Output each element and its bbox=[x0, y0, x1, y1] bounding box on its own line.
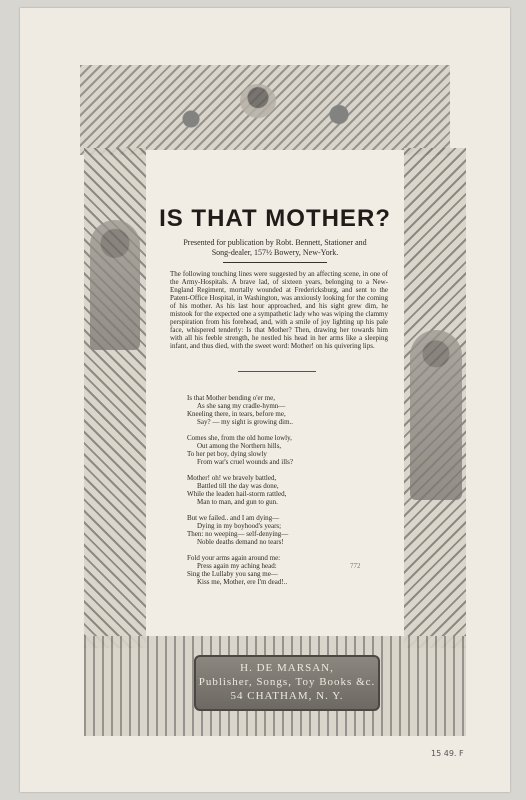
poem bbox=[187, 394, 377, 594]
title-divider bbox=[223, 262, 327, 263]
poem-line: Battled till the day was done, bbox=[197, 482, 279, 490]
intro-divider bbox=[238, 371, 316, 372]
poem-line: From war's cruel wounds and ills? bbox=[197, 458, 293, 466]
female-figure-illustration bbox=[90, 220, 140, 350]
poem-line: Man to man, and gun to gun. bbox=[197, 498, 278, 506]
handwritten-margin-note: 772 bbox=[350, 562, 361, 570]
stanza bbox=[187, 554, 377, 586]
poem-line: While the leaden hail-storm rattled, bbox=[187, 490, 287, 498]
song-title: IS THAT MOTHER? bbox=[159, 205, 391, 232]
stanza bbox=[187, 394, 377, 426]
poem-line: But we failed.. and I am dying— bbox=[187, 514, 280, 522]
publication-credit bbox=[170, 238, 380, 258]
poem-line: To her pet boy, dying slowly bbox=[187, 450, 267, 458]
poem-line: Then: no weeping— self-denying— bbox=[187, 530, 289, 538]
intro-paragraph: The following touching lines were suggested by an affecting scene, in one of the Army-Hospitals. A brave lad, of sixteen years, belonging to a New-England Regiment, mortally wounded at Fredericksburg, and sent to the Patent-Office Hospital, in Washington, was anxiously looking for the coming of his mother. As his last hour approached, and his sight grew dim, he mistook for the expected one a sympathetic lady who was wiping the clammy perspiration from his forehead, and, with a smile of joy lighting up his pale face, whispered tenderly: Is that Mother? Then, drawing her towards him with all his feeble strength, he nestled his head in her arms like a sleeping infant, and thus died, with the sweet word: Mother! on his quivering lips. bbox=[170, 270, 388, 350]
poem-line: Fold your arms again around me: bbox=[187, 554, 281, 562]
poem-line: Out among the Northern hills, bbox=[197, 442, 282, 450]
poem-line: Kneeling there, in tears, before me, bbox=[187, 410, 286, 418]
stanza bbox=[187, 434, 377, 466]
stanza bbox=[187, 514, 377, 546]
stanza bbox=[187, 474, 377, 506]
poem-line: Is that Mother bending o'er me, bbox=[187, 394, 275, 402]
poem-line: Say? — my sight is growing dim.. bbox=[197, 418, 294, 426]
poem-line: Kiss me, Mother, ere I'm dead!.. bbox=[197, 578, 288, 586]
publisher-description: Publisher, Songs, Toy Books &c. bbox=[198, 676, 376, 688]
publication-credit-line-2: Song-dealer, 157½ Bowery, New-York. bbox=[211, 248, 339, 257]
catalog-number-note: 15 49. F bbox=[431, 749, 464, 758]
poem-line: Noble deaths demand no tears! bbox=[197, 538, 284, 546]
poem-line: As she sang my cradle-hymn— bbox=[197, 402, 286, 410]
cherub-illustration bbox=[240, 84, 276, 118]
poem-line: Sing the Lullaby you sang me— bbox=[187, 570, 278, 578]
publisher-address: 54 CHATHAM, N. Y. bbox=[230, 690, 344, 702]
publication-credit-line-1: Presented for publication by Robt. Bennett, Stationer and bbox=[183, 238, 367, 247]
poem-line: Dying in my boyhood's years; bbox=[197, 522, 282, 530]
poem-line: Comes she, from the old home lowly, bbox=[187, 434, 292, 442]
publisher-cartouche bbox=[194, 655, 380, 711]
publisher-name: H. DE MARSAN, bbox=[240, 662, 334, 674]
poem-line: Press again my aching head: bbox=[197, 562, 277, 570]
poem-line: Mother! oh! we bravely battled, bbox=[187, 474, 277, 482]
musician-figure-illustration bbox=[410, 330, 462, 500]
